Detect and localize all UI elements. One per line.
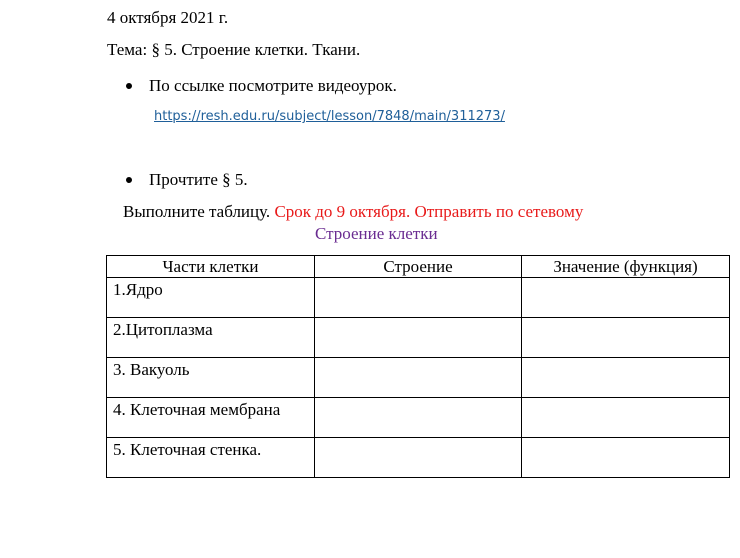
cell-part-name: 3. Вакуоль — [107, 358, 315, 398]
cell-part-name: 1.Ядро — [107, 278, 315, 318]
lesson-topic: Тема: § 5. Строение клетки. Ткани. — [107, 40, 361, 59]
table-header-row — [107, 256, 730, 278]
cell-structure[interactable] — [315, 318, 522, 358]
bullet-icon — [126, 177, 132, 183]
header-cell-parts: Части клетки — [107, 256, 315, 278]
task-instruction — [123, 202, 583, 222]
bullet-icon — [126, 83, 132, 89]
cell-structure[interactable] — [315, 438, 522, 478]
table-row — [107, 358, 730, 398]
cell-part-name: 2.Цитоплазма — [107, 318, 315, 358]
cell-part-name: 4. Клеточная мембрана — [107, 398, 315, 438]
document-date: 4 октября 2021 г. — [107, 8, 229, 27]
video-lesson-link[interactable]: https://resh.edu.ru/subject/lesson/7848/main/311273/ — [154, 109, 505, 124]
cell-structure[interactable] — [315, 358, 522, 398]
task-text: Выполните таблицу. — [123, 202, 275, 221]
cell-structure-table — [106, 255, 730, 478]
instruction-read-paragraph: Прочтите § 5. — [149, 170, 248, 189]
table-title: Строение клетки — [315, 224, 438, 243]
header-cell-structure: Строение — [315, 256, 522, 278]
cell-part-name: 5. Клеточная стенка. — [107, 438, 315, 478]
cell-function[interactable] — [522, 398, 730, 438]
cell-function[interactable] — [522, 358, 730, 398]
table-row — [107, 398, 730, 438]
table-row — [107, 438, 730, 478]
cell-structure[interactable] — [315, 398, 522, 438]
table-row — [107, 278, 730, 318]
task-deadline: Срок до 9 октября. Отправить по сетевому — [274, 202, 584, 221]
cell-function[interactable] — [522, 278, 730, 318]
instruction-watch-video: По ссылке посмотрите видеоурок. — [149, 76, 397, 95]
cell-structure[interactable] — [315, 278, 522, 318]
table-row — [107, 318, 730, 358]
header-cell-function: Значение (функция) — [522, 256, 730, 278]
cell-function[interactable] — [522, 318, 730, 358]
cell-function[interactable] — [522, 438, 730, 478]
